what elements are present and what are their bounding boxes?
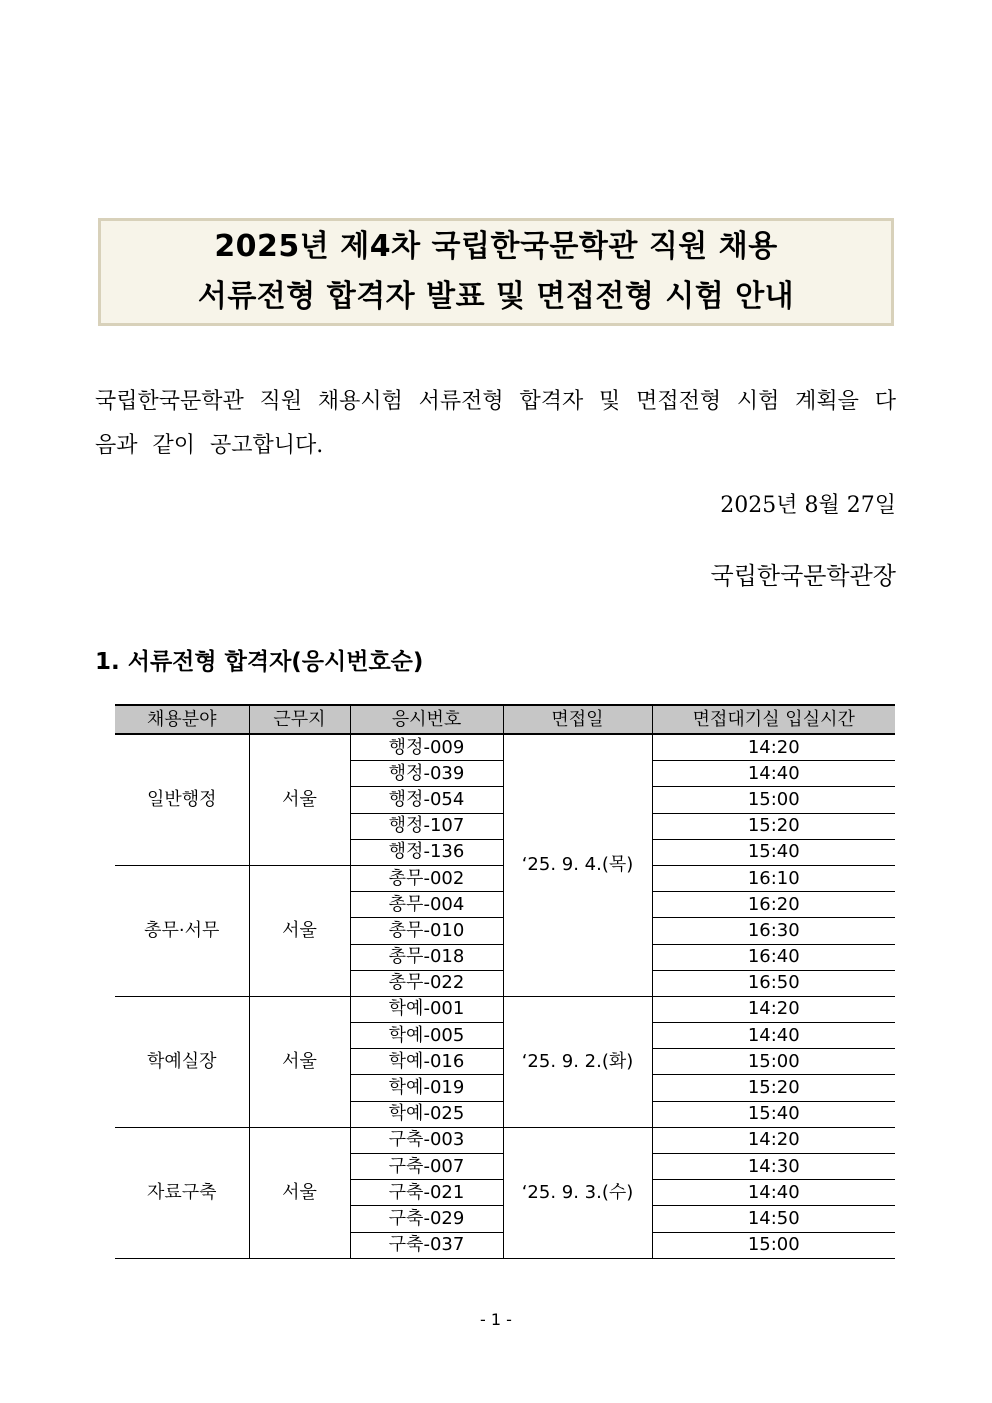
number-cell: 총무-018 [350,944,503,970]
number-cell: 행정-009 [350,734,503,761]
field-cell: 자료구축 [115,1127,249,1258]
results-table [115,704,895,1259]
header-location: 근무지 [249,705,350,734]
field-cell: 학예실장 [115,996,249,1127]
time-cell: 16:30 [652,918,895,944]
announcement-date: 2025년 8월 27일 [720,493,896,518]
time-cell: 15:40 [652,1101,895,1127]
table-row [115,1127,895,1153]
interview-date-cell: ‘25. 9. 2.(화) [503,996,652,1127]
section-heading: 1. 서류전형 합격자(응시번호순) [95,649,424,675]
field-cell: 일반행정 [115,734,249,865]
header-interview-date: 면접일 [503,705,652,734]
time-cell: 16:20 [652,892,895,918]
page-number: - 1 - [480,1310,512,1329]
time-cell: 16:50 [652,970,895,996]
number-cell: 행정-039 [350,761,503,787]
time-cell: 14:20 [652,1127,895,1153]
number-cell: 총무-002 [350,865,503,891]
interview-date-cell: ‘25. 9. 4.(목) [503,734,652,996]
time-cell: 14:50 [652,1206,895,1232]
time-cell: 15:00 [652,1232,895,1258]
number-cell: 구축-003 [350,1127,503,1153]
number-cell: 행정-107 [350,813,503,839]
number-cell: 총무-004 [350,892,503,918]
number-cell: 총무-010 [350,918,503,944]
signer: 국립한국문학관장 [710,562,896,590]
time-cell: 15:20 [652,813,895,839]
number-cell: 구축-021 [350,1180,503,1206]
table-row [115,996,895,1022]
number-cell: 구축-037 [350,1232,503,1258]
number-cell: 구축-029 [350,1206,503,1232]
number-cell: 학예-019 [350,1075,503,1101]
table-row [115,734,895,761]
header-entry-time: 면접대기실 입실시간 [652,705,895,734]
location-cell: 서울 [249,865,350,996]
time-cell: 15:00 [652,787,895,813]
field-cell: 총무·서무 [115,865,249,996]
intro-paragraph: 국립한국문학관 직원 채용시험 서류전형 합격자 및 면접전형 시험 계획을 다음과 같이 공고합니다. [95,389,896,458]
number-cell: 학예-016 [350,1049,503,1075]
title-box [98,218,894,326]
header-number: 응시번호 [350,705,503,734]
title-line-2: 서류전형 합격자 발표 및 면접전형 시험 안내 [197,279,795,314]
number-cell: 구축-007 [350,1154,503,1180]
time-cell: 14:40 [652,1180,895,1206]
time-cell: 14:20 [652,734,895,761]
time-cell: 15:40 [652,839,895,865]
location-cell: 서울 [249,1127,350,1258]
number-cell: 학예-001 [350,996,503,1022]
header-field: 채용분야 [115,705,249,734]
time-cell: 15:20 [652,1075,895,1101]
number-cell: 학예-005 [350,1023,503,1049]
time-cell: 16:40 [652,944,895,970]
interview-date-cell: ‘25. 9. 3.(수) [503,1127,652,1258]
number-cell: 학예-025 [350,1101,503,1127]
time-cell: 14:20 [652,996,895,1022]
number-cell: 총무-022 [350,970,503,996]
time-cell: 14:40 [652,1023,895,1049]
time-cell: 14:40 [652,761,895,787]
time-cell: 16:10 [652,865,895,891]
number-cell: 행정-136 [350,839,503,865]
location-cell: 서울 [249,734,350,865]
table-header-row [115,705,895,734]
time-cell: 15:00 [652,1049,895,1075]
number-cell: 행정-054 [350,787,503,813]
time-cell: 14:30 [652,1154,895,1180]
location-cell: 서울 [249,996,350,1127]
title-line-1: 2025년 제4차 국립한국문학관 직원 채용 [214,229,778,264]
